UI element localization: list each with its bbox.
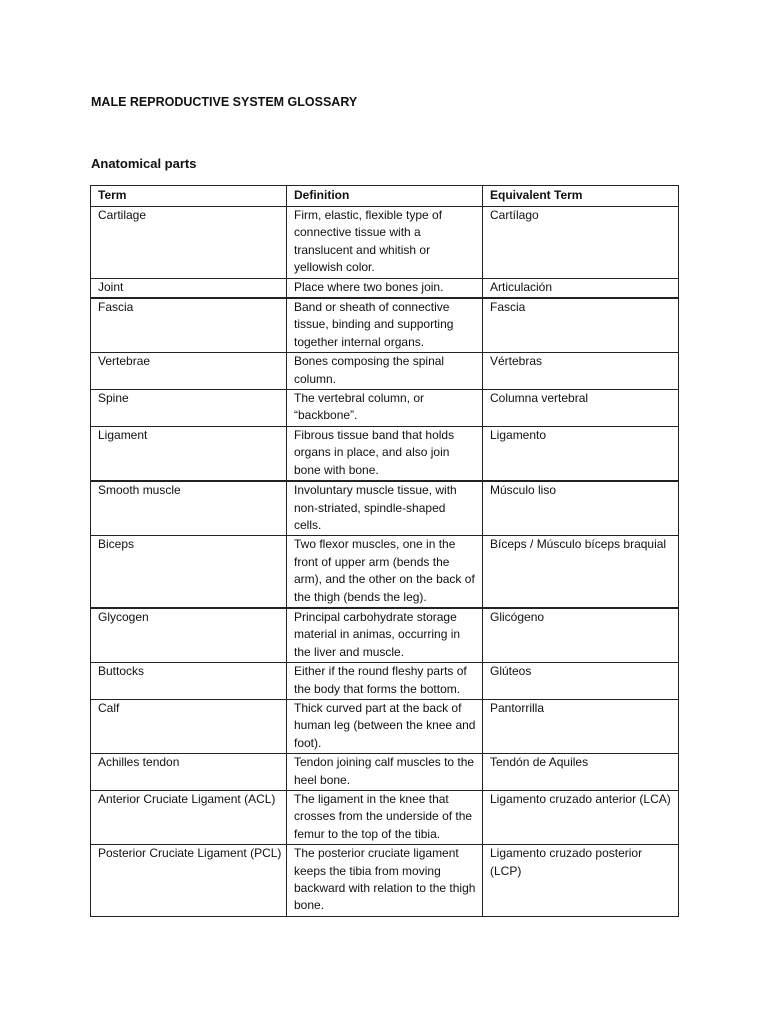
term-cell: Vertebrae [91, 353, 287, 390]
table-row [91, 481, 679, 536]
term-cell: Fascia [91, 298, 287, 353]
table-row [91, 845, 679, 917]
definition-cell: The vertebral column, or “backbone”. [287, 390, 483, 427]
section-title: Anatomical parts [91, 156, 197, 171]
term-cell: Joint [91, 278, 287, 298]
term-cell: Posterior Cruciate Ligament (PCL) [91, 845, 287, 917]
equivalent-term-cell: Músculo liso [483, 481, 679, 536]
definition-cell: Tendon joining calf muscles to the heel bone. [287, 754, 483, 791]
definition-cell: Band or sheath of connective tissue, binding and supporting together internal organs. [287, 298, 483, 353]
definition-cell: Fibrous tissue band that holds organs in place, and also join bone with bone. [287, 426, 483, 481]
table-row [91, 663, 679, 700]
table-row [91, 353, 679, 390]
equivalent-term-cell: Glicógeno [483, 608, 679, 663]
definition-cell: Involuntary muscle tissue, with non-striated, spindle-shaped cells. [287, 481, 483, 536]
term-cell: Calf [91, 699, 287, 753]
equivalent-term-cell: Bíceps / Músculo bíceps braquial [483, 536, 679, 608]
term-cell: Cartilage [91, 207, 287, 279]
column-header-definition: Definition [287, 186, 483, 207]
term-cell: Anterior Cruciate Ligament (ACL) [91, 791, 287, 845]
definition-cell: Two flexor muscles, one in the front of upper arm (bends the arm), and the other on the back of the thigh (bends the leg). [287, 536, 483, 608]
term-cell: Biceps [91, 536, 287, 608]
glossary-table [90, 185, 679, 917]
equivalent-term-cell: Ligamento [483, 426, 679, 481]
definition-cell: Bones composing the spinal column. [287, 353, 483, 390]
table-row [91, 278, 679, 298]
term-cell: Ligament [91, 426, 287, 481]
equivalent-term-cell: Columna vertebral [483, 390, 679, 427]
equivalent-term-cell: Ligamento cruzado anterior (LCA) [483, 791, 679, 845]
equivalent-term-cell: Vértebras [483, 353, 679, 390]
table-row [91, 298, 679, 353]
equivalent-term-cell: Cartílago [483, 207, 679, 279]
equivalent-term-cell: Ligamento cruzado posterior (LCP) [483, 845, 679, 917]
table-row [91, 699, 679, 753]
definition-cell: Firm, elastic, flexible type of connective tissue with a translucent and whitish or yellowish color. [287, 207, 483, 279]
term-cell: Buttocks [91, 663, 287, 700]
equivalent-term-cell: Tendón de Aquiles [483, 754, 679, 791]
table-row [91, 536, 679, 608]
equivalent-term-cell: Fascia [483, 298, 679, 353]
table-row [91, 754, 679, 791]
equivalent-term-cell: Glúteos [483, 663, 679, 700]
table-row [91, 791, 679, 845]
table-row [91, 426, 679, 481]
column-header-term: Term [91, 186, 287, 207]
definition-cell: Place where two bones join. [287, 278, 483, 298]
column-header-equivalent-term: Equivalent Term [483, 186, 679, 207]
term-cell: Achilles tendon [91, 754, 287, 791]
term-cell: Smooth muscle [91, 481, 287, 536]
definition-cell: The posterior cruciate ligament keeps the tibia from moving backward with relation to the thigh bone. [287, 845, 483, 917]
table-header-row [91, 186, 679, 207]
equivalent-term-cell: Articulación [483, 278, 679, 298]
definition-cell: Thick curved part at the back of human leg (between the knee and foot). [287, 699, 483, 753]
document-title: MALE REPRODUCTIVE SYSTEM GLOSSARY [91, 95, 358, 109]
definition-cell: The ligament in the knee that crosses from the underside of the femur to the top of the tibia. [287, 791, 483, 845]
table-row [91, 207, 679, 279]
definition-cell: Principal carbohydrate storage material in animas, occurring in the liver and muscle. [287, 608, 483, 663]
term-cell: Spine [91, 390, 287, 427]
term-cell: Glycogen [91, 608, 287, 663]
table-row [91, 608, 679, 663]
definition-cell: Either if the round fleshy parts of the body that forms the bottom. [287, 663, 483, 700]
equivalent-term-cell: Pantorrilla [483, 699, 679, 753]
table-row [91, 390, 679, 427]
